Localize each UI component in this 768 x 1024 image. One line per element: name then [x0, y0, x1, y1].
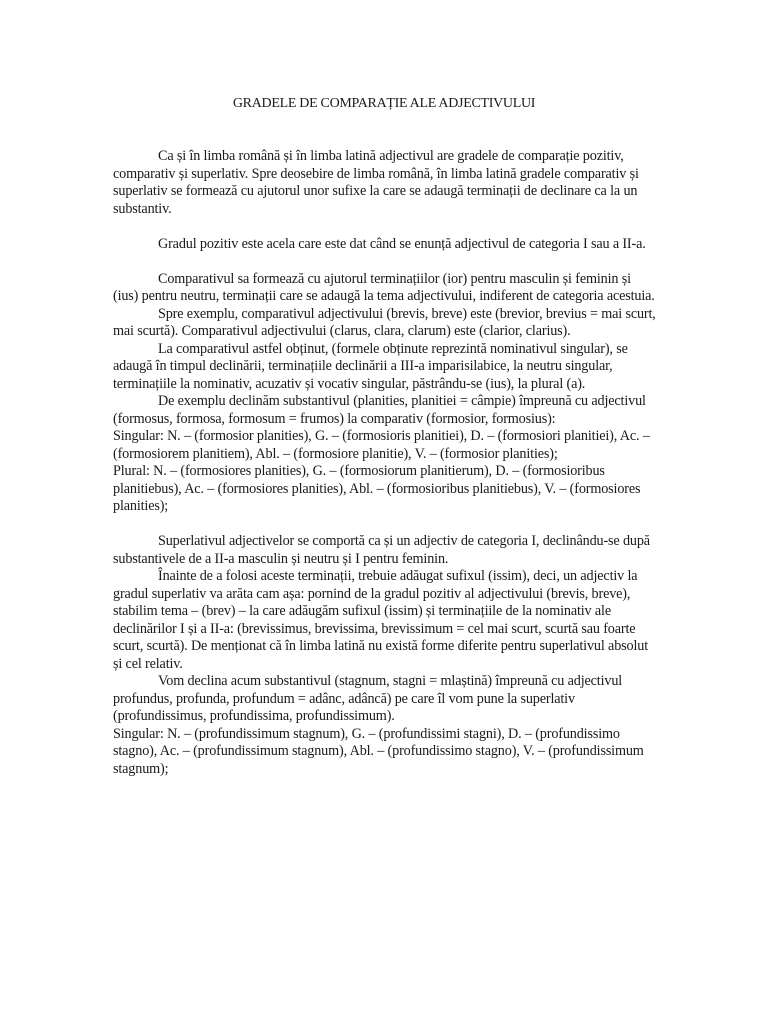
paragraph-comparative-example: Spre exemplu, comparativul adjectivului (brevis, breve) este (brevior, brevius = mai scurt, mai scurtă). Comparativul adjectivului (clarus, clara, clarum) este (clarior, clarius). — [113, 305, 656, 339]
paragraph-superlative-example: Vom declina acum substantivul (stagnum, stagni = mlaștină) împreună cu adjectivul profundus, profunda, profundum = adânc, adâncă) pe care îl vom pune la superlativ (profundissimus, profundissima, profundissimum). — [113, 673, 623, 724]
document-title: GRADELE DE COMPARAȚIE ALE ADJECTIVULUI — [232, 96, 536, 111]
paragraph-comparative-plural: Plural: N. – (formosiores planities), G. – (formosiorum planitierum), D. – (formosioribus planitiebus), Ac. – (formosiores planities), Abl. – (formosioribus planitiebus), V. – (formosiores planities); — [113, 463, 641, 514]
paragraph-superlative-behavior: Superlativul adjectivelor se comportă ca și un adjectiv de categoria I, declinându-se după substantivele de a II-a masculin și neutru și I pentru feminin. — [113, 533, 650, 567]
paragraph-positive-degree: Gradul pozitiv este acela care este dat când se enunță adjectivul de categoria I sau a II-a. — [158, 235, 646, 252]
paragraph-comparative-formation: Comparativul sa formează cu ajutorul terminațiilor (ior) pentru masculin și feminin și (ius) pentru neutru, terminații care se adaugă la tema adjectivului, indiferent de categoria acestuia. — [113, 270, 655, 304]
paragraph-declension-example: De exemplu declinăm substantivul (planities, planitiei = câmpie) împreună cu adjectivul (formosus, formosa, formosum = frumos) la comparativ (formosior, formosius): — [113, 393, 646, 427]
paragraph-intro: Ca și în limba română și în limba latină adjectivul are gradele de comparație pozitiv, comparativ și superlativ. Spre deosebire de limba română, în limba latină gradele comparativ și superlativ se formează cu ajutorul unor sufixe la care se adaugă terminații de declinare ca la un substantiv. — [113, 148, 639, 217]
paragraph-comparative-singular: Singular: N. – (formosior planities), G. – (formosioris planitiei), D. – (formosiori planitiei), Ac. – (formosiorem planitiem), Abl. – (formosiore planitie), V. – (formosior planities); — [113, 428, 650, 462]
document-body — [113, 148, 658, 778]
paragraph-superlative-suffix: Înainte de a folosi aceste terminații, trebuie adăugat sufixul (issim), deci, un adjectiv la gradul superlativ va arăta cam așa: pornind de la gradul pozitiv al adjectivului (brevis, breve), stabilim tema – (brev) – la care adăugăm sufixul (issim) și terminațiile de la nominativ ale declinărilor I și a II-a: (brevissimus, brevissima, brevissimum = cel mai scurt, scurtă sau foarte scurt, scurtă). De menționat că în limba latină nu există forme diferite pentru superlativul absolut și cel relativ. — [113, 568, 648, 672]
paragraph-comparative-declension: La comparativul astfel obținut, (formele obținute reprezintă nominativul singular), se adaugă în timpul declinării, terminațiile declinării a III-a imparisilabice, la neutru singular, terminațiile la nominativ, acuzativ și vocativ singular, păstrându-se (ius), la plural (a). — [113, 340, 628, 392]
paragraph-superlative-singular: Singular: N. – (profundissimum stagnum), G. – (profundissimi stagni), D. – (profundissimo stagno), Ac. – (profundissimum stagnum), Abl. – (profundissimo stagno), V. – (profundissimum stagnum); — [113, 725, 644, 777]
